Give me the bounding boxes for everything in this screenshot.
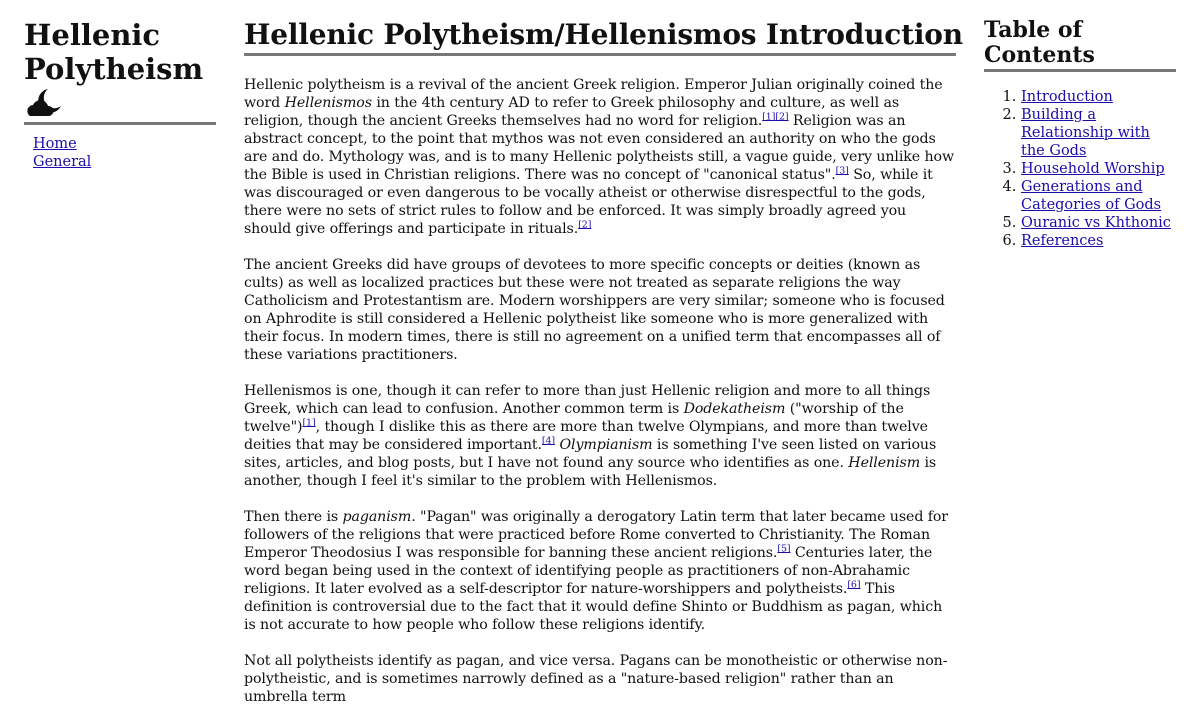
toc-item <box>1021 178 1176 214</box>
citation-link[interactable]: [3] <box>835 165 849 177</box>
toc-item <box>1021 106 1176 160</box>
text: Religion was an abstract concept, to the point that mythos was not even considered an authority on who the gods are and do. Mythology was, and is to many Hellenic polytheists still, a vague guide, very unlike how the Bible is used in Christian religions. There was no concept of "canonical status". <box>244 113 955 183</box>
text: ("worship of the twelve") <box>244 401 904 435</box>
citation-link[interactable]: [2] <box>578 219 592 231</box>
site-title: Hellenic Polytheism <box>24 18 204 86</box>
text: So, while it was discouraged or even dangerous to be vocally atheist or otherwise disrespectful to the gods, there were no sets of strict rules to follow and be enforced. It was simply broadly agreed you should give offerings and participate in rituals. <box>244 167 933 237</box>
toc-link-ouranic-khthonic[interactable]: Ouranic vs Khthonic <box>1021 215 1171 231</box>
paragraph-2 <box>244 256 956 364</box>
citation <box>777 543 790 554</box>
nav-item-general <box>33 153 216 171</box>
toc-item <box>1021 232 1176 250</box>
citation <box>836 165 849 176</box>
paragraph-4 <box>244 508 956 634</box>
toc-divider <box>984 69 1176 72</box>
citation <box>762 111 788 122</box>
toc-link-introduction[interactable]: Introduction <box>1021 89 1113 105</box>
citation <box>578 219 591 230</box>
text: The ancient Greeks did have groups of devotees to more specific concepts or deities (known as cults) as well as localized practices but these were not treated as separate religions the way Catholicism and Protestantism are. Modern worshippers are very similar; someone who is focused on Aphrodite is still considered a Hellenic polytheist like someone who is more generalized with their focus. In modern times, there is still no agreement on a unified term that encompasses all of these variations practitioners. <box>244 257 945 363</box>
emphasis: Olympianism <box>559 437 653 453</box>
toc-link-building-relationship[interactable]: Building a Relationship with the Gods <box>1021 107 1150 159</box>
sidebar-divider <box>24 122 216 125</box>
text: . "Pagan" was originally a derogatory Latin term that later became used for followers of the religions that were practiced before Rome converted to Christianity. The Roman Emperor Theodosius I was responsible for banning these ancient religions. <box>244 509 948 561</box>
toc-link-generations[interactable]: Generations and Categories of Gods <box>1021 179 1162 213</box>
title-divider <box>244 53 956 56</box>
paragraph-5 <box>244 652 956 706</box>
citation-link[interactable]: [5] <box>777 543 791 555</box>
citation-link[interactable]: [1] <box>762 111 776 123</box>
paragraph-1 <box>244 76 956 238</box>
nav-item-home <box>33 135 216 153</box>
citation-link[interactable]: [4] <box>541 435 556 447</box>
moon-cloud-icon <box>24 86 64 120</box>
toc-link-references[interactable]: References <box>1021 233 1104 249</box>
text: Hellenic polytheism is a revival of the ancient Greek religion. Emperor Julian originally coined the word <box>244 77 943 111</box>
text: Centuries later, the word began being used in the context of identifying people as practitioners of non-Abrahamic religions. It later evolved as a self-descriptor for nature-worshippers and polytheists. <box>244 545 933 597</box>
paragraph-3 <box>244 382 956 490</box>
nav-link-home[interactable]: Home <box>33 136 77 152</box>
citation-link[interactable]: [1] <box>302 417 316 429</box>
left-sidebar <box>24 18 216 171</box>
text: This definition is controversial due to the fact that it would define Shinto or Buddhism as pagan, which is not accurate to how people who follow these religions identify. <box>244 581 943 633</box>
text: in the 4th century AD to refer to Greek philosophy and culture, as well as religion, though the ancient Greeks themselves had no word for religion. <box>244 95 900 129</box>
sidebar-nav <box>33 135 216 171</box>
text: is something I've seen listed on various sites, articles, and blog posts, but I have not found any source who identifies as one. <box>244 437 937 471</box>
toc-item <box>1021 88 1176 106</box>
article <box>244 18 963 706</box>
citation-link[interactable]: [2] <box>775 111 789 123</box>
toc-list <box>984 88 1176 250</box>
emphasis: paganism <box>342 509 412 525</box>
toc-link-household-worship[interactable]: Household Worship <box>1021 161 1165 177</box>
citation <box>542 435 555 446</box>
emphasis: Dodekatheism <box>683 401 786 417</box>
emphasis: Hellenismos <box>284 95 372 111</box>
emphasis: Hellenism <box>848 455 921 471</box>
text: , though I dislike this as there are more than twelve Olympians, and more than twelve deities that may be considered important. <box>244 419 928 453</box>
citation <box>847 579 860 590</box>
page-title: Hellenic Polytheism/Hellenismos Introduction <box>244 18 963 51</box>
table-of-contents <box>984 18 1176 250</box>
citation-link[interactable]: [6] <box>847 579 861 591</box>
nav-link-general[interactable]: General <box>33 154 92 170</box>
citation <box>302 417 315 428</box>
toc-item <box>1021 160 1176 178</box>
text: Hellenismos is one, though it can refer to more than just Hellenic religion and more to all things Greek, which can lead to confusion. Another common term is <box>244 383 931 417</box>
toc-item <box>1021 214 1176 232</box>
text: Then there is <box>244 509 343 525</box>
toc-title: Table of Contents <box>984 17 1095 68</box>
text: Not all polytheists identify as pagan, and vice versa. Pagans can be monotheistic or otherwise non-polytheistic, and is sometimes narrowly defined as a "nature-based religion" rather than an umbrella term <box>244 653 948 705</box>
text: is another, though I feel it's similar to the problem with Hellenismos. <box>244 455 937 489</box>
